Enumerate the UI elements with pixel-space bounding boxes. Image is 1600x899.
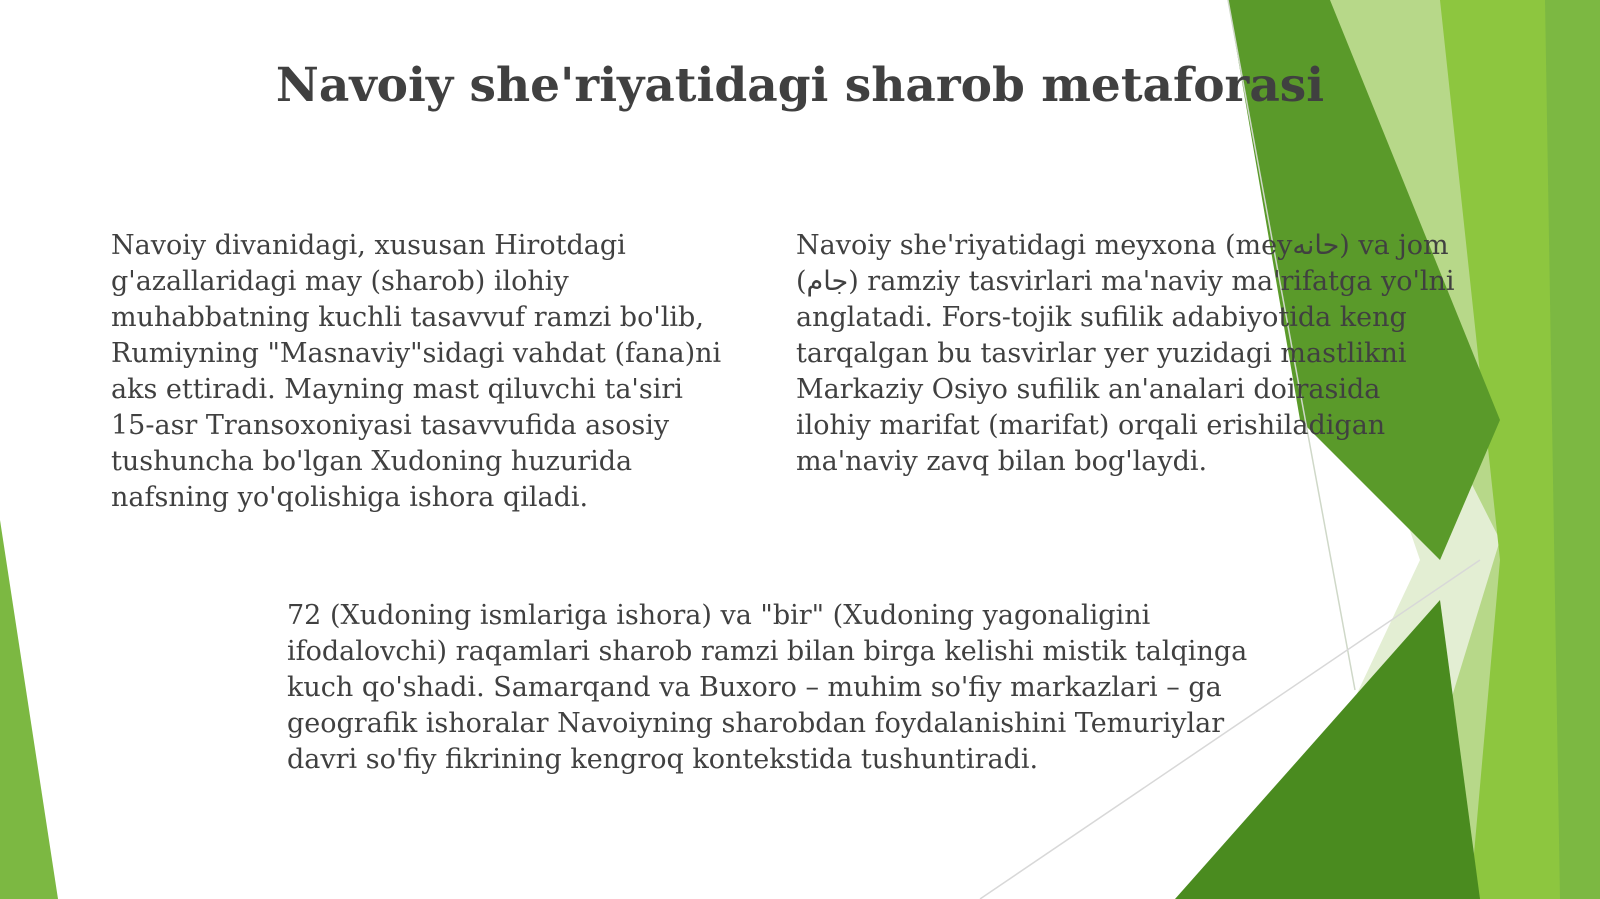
left-paragraph — [111, 228, 721, 516]
text-line: anglatadi. Fors-tojik sufilik adabiyotida keng — [796, 302, 1407, 333]
text-line: Rumiyning "Masnaviy"sidagi vahdat (fana)ni — [111, 338, 722, 369]
text-line: tarqalgan bu tasvirlar yer yuzidagi mastlikni — [796, 338, 1407, 369]
slide-title: Navoiy she'riyatidagi sharob metaforasi — [275, 58, 1325, 113]
text-line: g'azallaridagi may (sharob) ilohiy — [111, 266, 569, 297]
text-line: aks ettiradi. Mayning mast qiluvchi ta'siri — [111, 374, 683, 405]
text-line: kuch qo'shadi. Samarqand va Buxoro – muhim so'fiy markazlari – ga — [287, 672, 1222, 703]
text-line: Markaziy Osiyo sufilik an'analari doirasida — [796, 374, 1381, 405]
text-line: ifodalovchi) raqamlari sharob ramzi bilan birga kelishi mistik talqinga — [287, 636, 1248, 667]
text-line: tushuncha bo'lgan Xudoning huzurida — [111, 446, 633, 477]
text-line: muhabbatning kuchli tasavvuf ramzi bo'lib, — [111, 302, 704, 333]
text-line: davri so'fiy fikrining kengroq kontekstida tushuntiradi. — [287, 744, 1039, 775]
text-line: ilohiy marifat (marifat) orqali erishiladigan — [796, 410, 1386, 441]
text-line: 72 (Xudoning ismlariga ishora) va "bir" (Xudoning yagonaligini — [287, 600, 1151, 631]
text-line: ma'naviy zavq bilan bog'laydi. — [796, 446, 1208, 477]
text-line: 15-asr Transoxoniyasi tasavvufida asosiy — [111, 410, 670, 441]
text-line: nafsning yo'qolishiga ishora qiladi. — [111, 482, 589, 513]
bottom-paragraph — [287, 598, 1247, 778]
text-line: Navoiy divanidagi, xususan Hirotdagi — [111, 230, 626, 261]
text-line: Navoiy she'riyatidagi meyxona (meyحانه) va jom — [796, 230, 1449, 261]
left-green-shard — [0, 520, 58, 899]
right-paragraph — [796, 228, 1455, 480]
text-line: geografik ishoralar Navoiyning sharobdan foydalanishini Temuriylar — [287, 708, 1225, 739]
text-line: (جام) ramziy tasvirlari ma'naviy ma'rifatga yo'lni — [796, 266, 1455, 297]
